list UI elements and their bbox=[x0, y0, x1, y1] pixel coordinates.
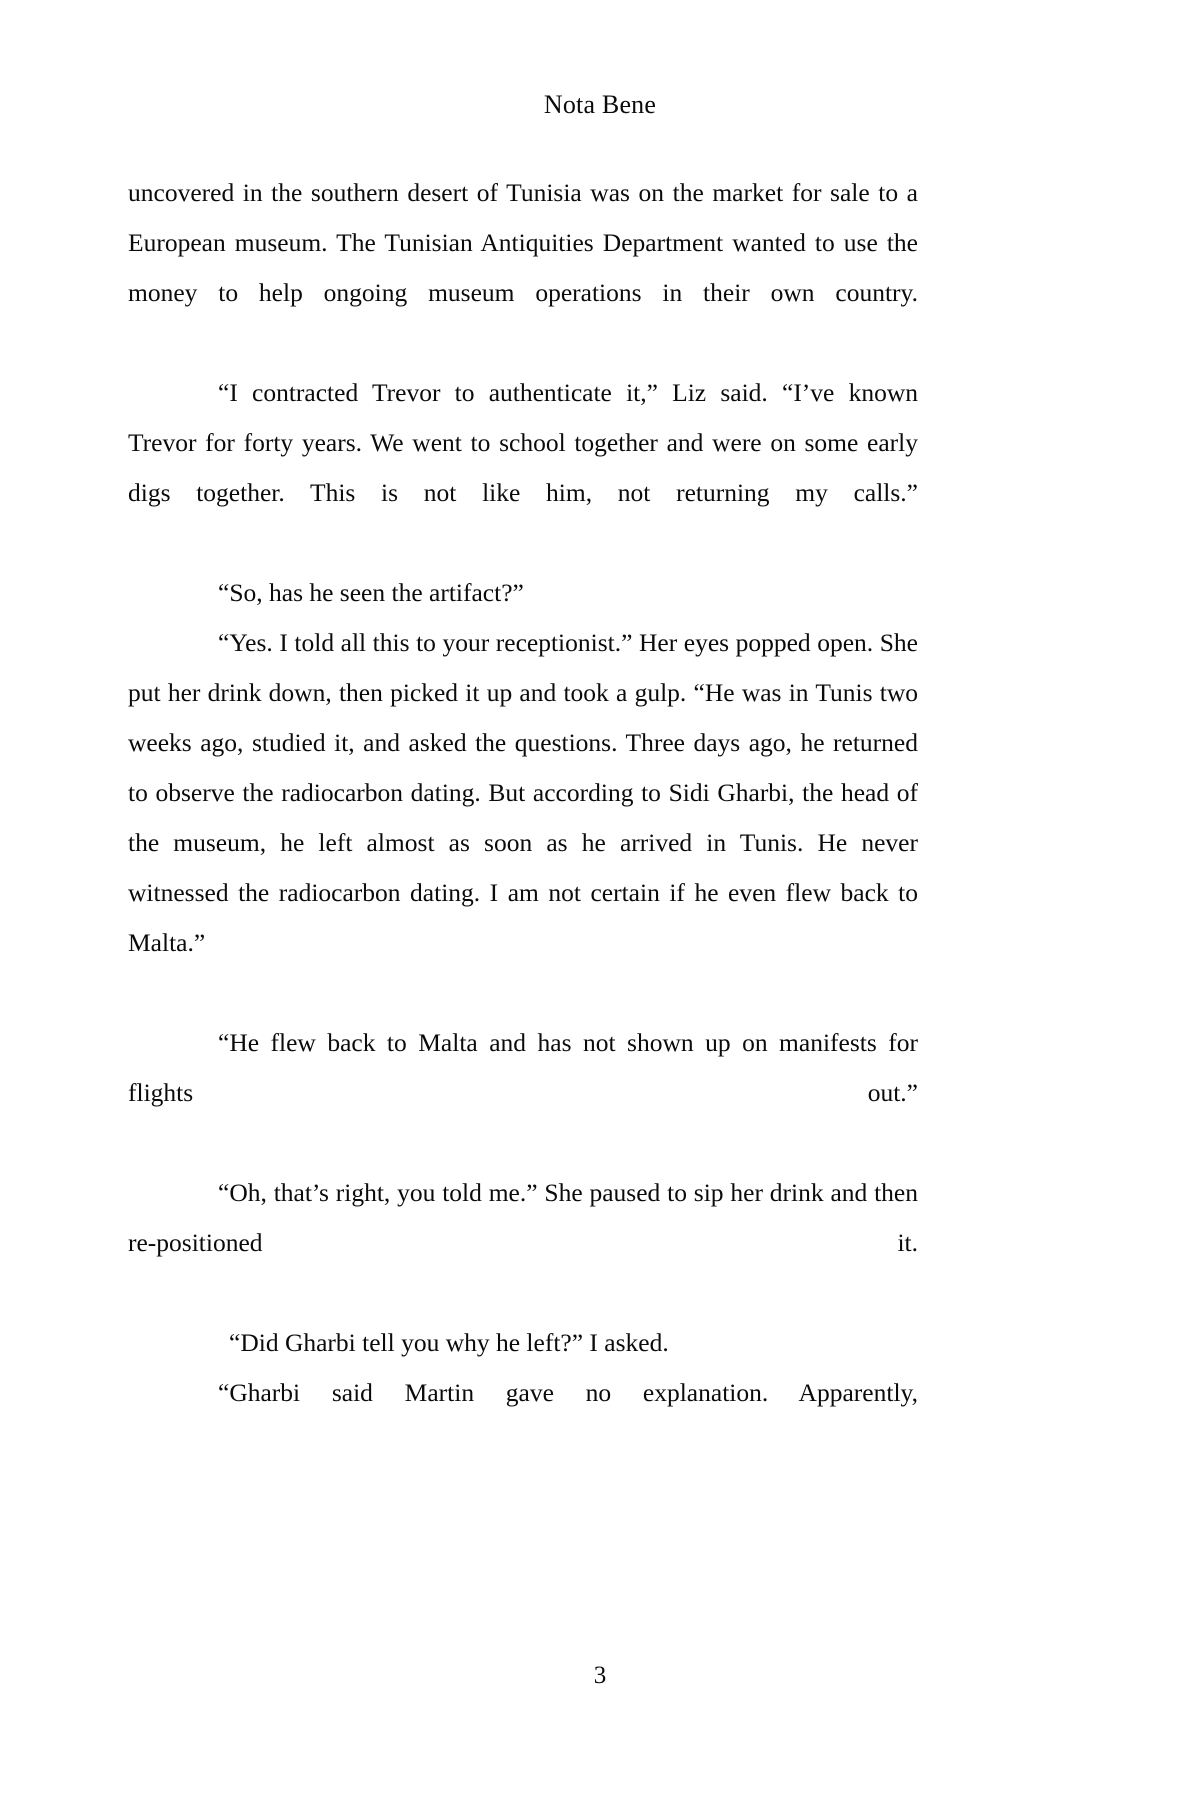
body-paragraph: uncovered in the southern desert of Tunisia was on the market for sale to a European museum. The Tunisian Antiquities Department wanted to use the money to help ongoing museum operations in their own country. bbox=[128, 178, 918, 307]
body-paragraph: “I contracted Trevor to authenticate it,” Liz said. “I’ve known Trevor for forty years. We went to school together and were on some early digs together. This is not like him, not returning my calls.” bbox=[128, 378, 918, 507]
body-paragraph: “He flew back to Malta and has not shown up on manifests for flights out.” bbox=[128, 1028, 918, 1107]
body-paragraph: “Yes. I told all this to your receptionist.” Her eyes popped open. She put her drink down, then picked it up and took a gulp. “He was in Tunis two weeks ago, studied it, and asked the questions. Three days ago, he returned to observe the radiocarbon dating. But according to Sidi Gharbi, the head of the museum, he left almost as soon as he arrived in Tunis. He never witnessed the radiocarbon dating. I am not certain if he even flew back to Malta.” bbox=[128, 628, 918, 957]
body-paragraph: “Gharbi said Martin gave no explanation. Apparently, bbox=[218, 1378, 918, 1407]
body-paragraph: “Oh, that’s right, you told me.” She paused to sip her drink and then re-positioned it. bbox=[128, 1178, 918, 1257]
body-paragraph: “Did Gharbi tell you why he left?” I asked. bbox=[229, 1328, 669, 1357]
body-text-column bbox=[128, 168, 918, 1468]
running-header: Nota Bene bbox=[543, 90, 657, 119]
body-paragraph: “So, has he seen the artifact?” bbox=[218, 578, 524, 607]
page-number: 3 bbox=[593, 1662, 607, 1689]
